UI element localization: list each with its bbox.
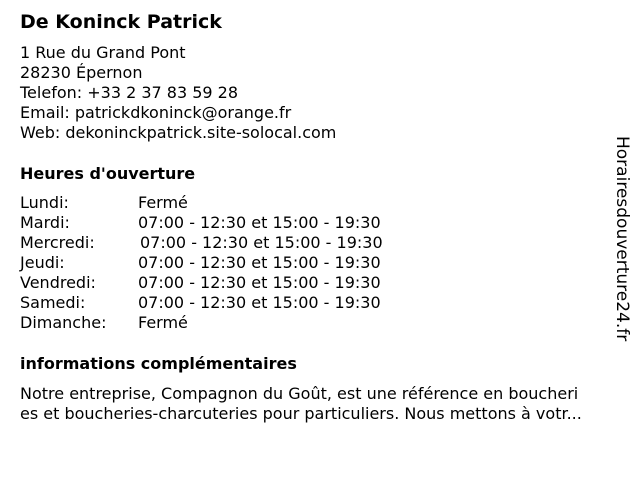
time-value: 07:00 - 12:30 et 15:00 - 19:30 — [138, 293, 381, 312]
business-description — [20, 384, 630, 424]
day-label: Vendredi: — [20, 273, 96, 292]
day-label: Mercredi: — [20, 233, 95, 252]
site-watermark: Horairesdouverture24.fr — [612, 136, 632, 342]
day-label: Dimanche: — [20, 313, 107, 332]
time-value: Fermé — [138, 193, 188, 212]
time-value: 07:00 - 12:30 et 15:00 - 19:30 — [138, 253, 381, 272]
time-value: 07:00 - 12:30 et 15:00 - 19:30 — [138, 273, 381, 292]
day-label: Samedi: — [20, 293, 86, 312]
description-line: Notre entreprise, Compagnon du Goût, est une référence en boucheri — [20, 384, 579, 403]
contact-block — [20, 43, 336, 143]
time-value: 07:00 - 12:30 et 15:00 - 19:30 — [140, 233, 383, 252]
address-city: 28230 Épernon — [20, 63, 143, 82]
web-text: Web: dekoninckpatrick.site-solocal.com — [20, 123, 337, 142]
description-line: es et boucheries-charcuteries pour particuliers. Nous mettons à votr... — [20, 404, 582, 423]
email-text: Email: patrickdkoninck@orange.fr — [20, 103, 292, 122]
day-label: Jeudi: — [20, 253, 65, 272]
day-label: Lundi: — [20, 193, 69, 212]
time-value: 07:00 - 12:30 et 15:00 - 19:30 — [138, 213, 381, 232]
phone-text: Telefon: +33 2 37 83 59 28 — [20, 83, 239, 102]
address-street: 1 Rue du Grand Pont — [20, 43, 186, 62]
time-value: Fermé — [138, 313, 188, 332]
hours-heading: Heures d'ouverture — [20, 164, 196, 183]
business-name: De Koninck Patrick — [20, 11, 222, 33]
day-label: Mardi: — [20, 213, 70, 232]
info-heading: informations complémentaires — [20, 354, 297, 373]
